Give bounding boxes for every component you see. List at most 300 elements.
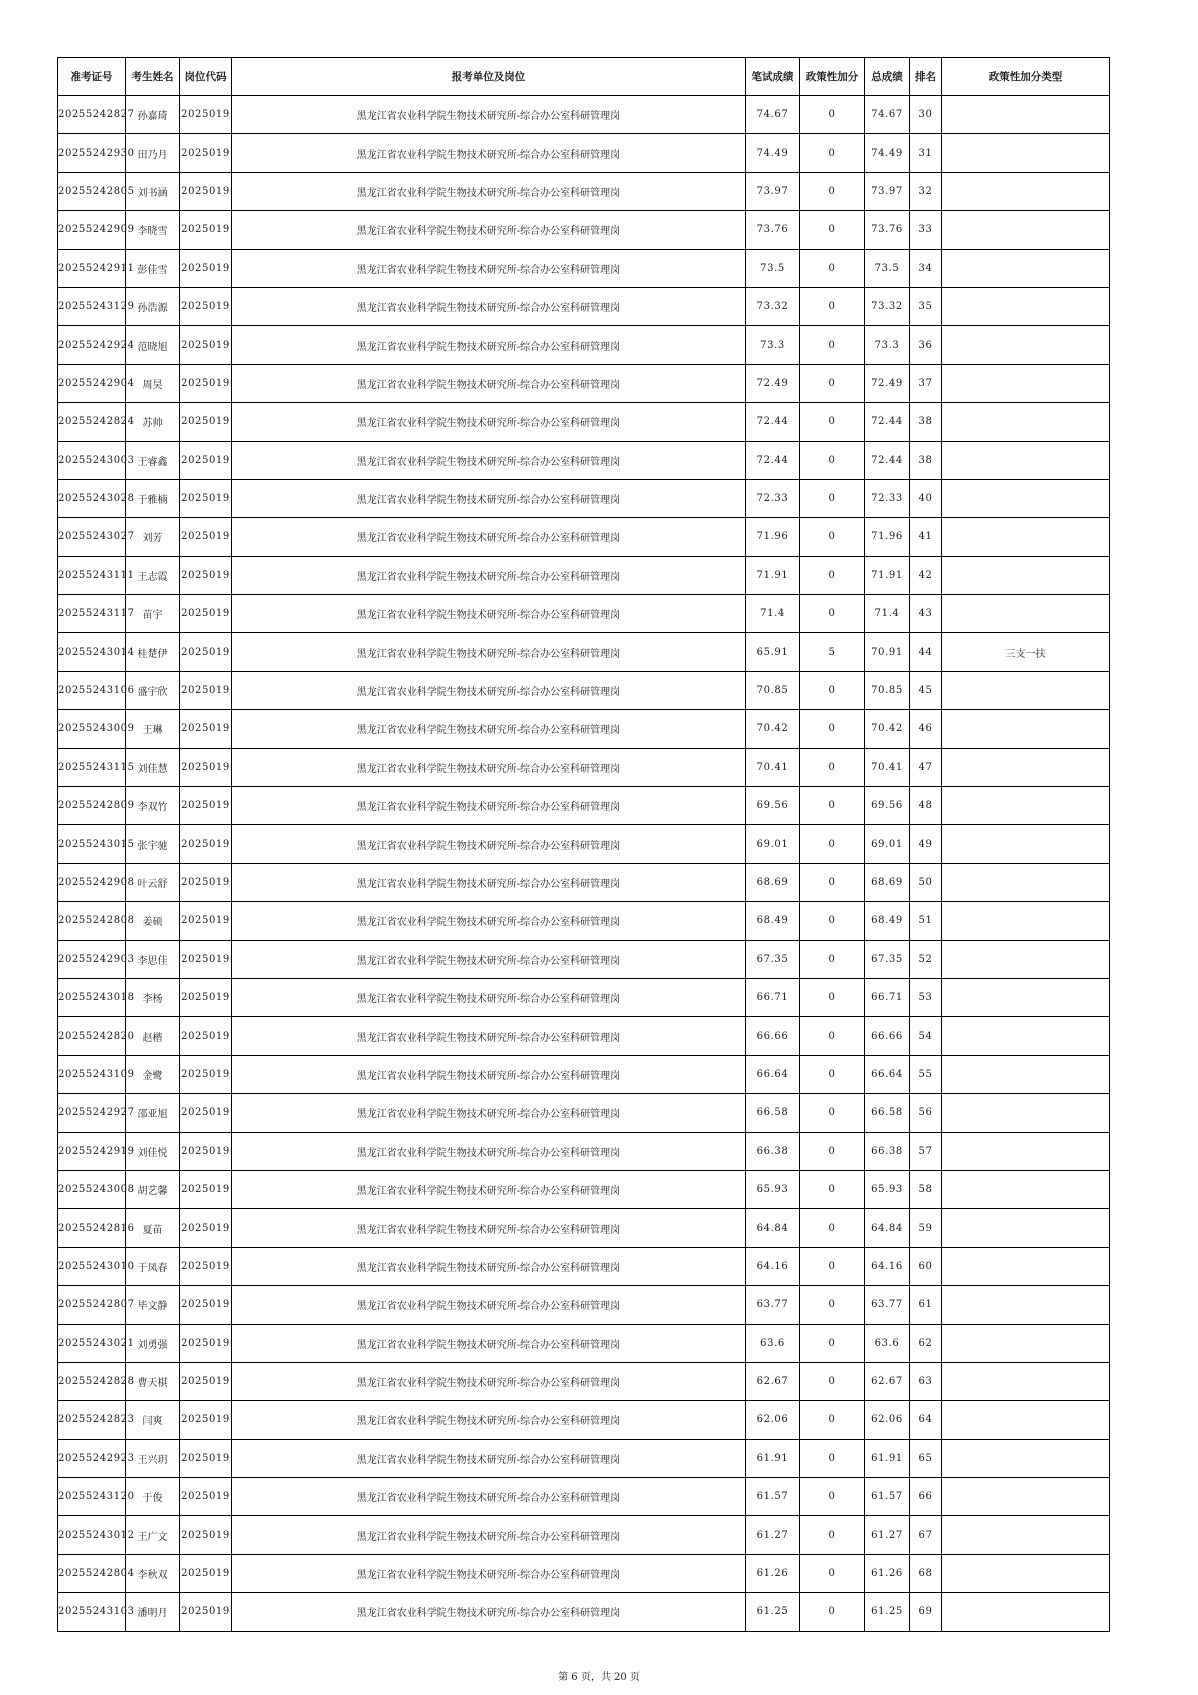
written-score-cell: 61.25 — [746, 1593, 800, 1631]
exam-id-cell: 20255242927 — [58, 1094, 126, 1132]
bonus-cell: 0 — [800, 1516, 865, 1554]
exam-id-cell: 20255242923 — [58, 1439, 126, 1477]
bonus-type-cell — [942, 1478, 1110, 1516]
unit-post-cell: 黑龙江省农业科学院生物技术研究所-综合办公室科研管理岗 — [232, 479, 746, 517]
header-name: 考生姓名 — [126, 58, 180, 96]
rank-cell: 59 — [910, 1209, 942, 1247]
written-score-cell: 63.6 — [746, 1324, 800, 1362]
table-row — [58, 556, 1110, 594]
name-cell: 于凤春 — [126, 1247, 180, 1285]
bonus-cell: 0 — [800, 748, 865, 786]
post-code-cell: 2025019 — [180, 96, 232, 134]
total-score-cell: 64.84 — [865, 1209, 910, 1247]
rank-cell: 63 — [910, 1362, 942, 1400]
total-score-cell: 69.01 — [865, 825, 910, 863]
rank-cell: 38 — [910, 441, 942, 479]
bonus-cell: 0 — [800, 441, 865, 479]
bonus-cell: 0 — [800, 787, 865, 825]
table-row — [58, 710, 1110, 748]
bonus-cell: 0 — [800, 1209, 865, 1247]
table-row — [58, 1401, 1110, 1439]
total-score-cell: 73.32 — [865, 287, 910, 325]
exam-id-cell: 20255243012 — [58, 1516, 126, 1554]
bonus-type-cell — [942, 326, 1110, 364]
exam-id-cell: 20255243106 — [58, 671, 126, 709]
bonus-cell: 0 — [800, 1055, 865, 1093]
post-code-cell: 2025019 — [180, 441, 232, 479]
exam-id-cell: 20255243018 — [58, 978, 126, 1016]
table-row — [58, 326, 1110, 364]
unit-post-cell: 黑龙江省农业科学院生物技术研究所-综合办公室科研管理岗 — [232, 1516, 746, 1554]
bonus-cell: 0 — [800, 1478, 865, 1516]
exam-id-cell: 20255243129 — [58, 287, 126, 325]
bonus-type-cell: 三支一扶 — [942, 633, 1110, 671]
unit-post-cell: 黑龙江省农业科学院生物技术研究所-综合办公室科研管理岗 — [232, 1170, 746, 1208]
unit-post-cell: 黑龙江省农业科学院生物技术研究所-综合办公室科研管理岗 — [232, 1132, 746, 1170]
exam-id-cell: 20255242828 — [58, 1362, 126, 1400]
exam-id-cell: 20255242924 — [58, 326, 126, 364]
bonus-type-cell — [942, 287, 1110, 325]
written-score-cell: 73.76 — [746, 211, 800, 249]
bonus-cell: 5 — [800, 633, 865, 671]
exam-id-cell: 20255243015 — [58, 825, 126, 863]
bonus-type-cell — [942, 403, 1110, 441]
written-score-cell: 61.57 — [746, 1478, 800, 1516]
written-score-cell: 71.4 — [746, 595, 800, 633]
name-cell: 王睿鑫 — [126, 441, 180, 479]
exam-id-cell: 20255243103 — [58, 1593, 126, 1631]
post-code-cell: 2025019 — [180, 595, 232, 633]
total-score-cell: 61.26 — [865, 1554, 910, 1592]
unit-post-cell: 黑龙江省农业科学院生物技术研究所-综合办公室科研管理岗 — [232, 863, 746, 901]
unit-post-cell: 黑龙江省农业科学院生物技术研究所-综合办公室科研管理岗 — [232, 787, 746, 825]
name-cell: 李晓雪 — [126, 211, 180, 249]
table-row — [58, 1554, 1110, 1592]
written-score-cell: 66.66 — [746, 1017, 800, 1055]
post-code-cell: 2025019 — [180, 249, 232, 287]
table-row — [58, 671, 1110, 709]
unit-post-cell: 黑龙江省农业科学院生物技术研究所-综合办公室科研管理岗 — [232, 902, 746, 940]
total-score-cell: 61.27 — [865, 1516, 910, 1554]
bonus-type-cell — [942, 1324, 1110, 1362]
total-score-cell: 70.85 — [865, 671, 910, 709]
exam-id-cell: 20255243120 — [58, 1478, 126, 1516]
written-score-cell: 70.41 — [746, 748, 800, 786]
name-cell: 刘勇强 — [126, 1324, 180, 1362]
total-score-cell: 65.93 — [865, 1170, 910, 1208]
total-score-cell: 63.77 — [865, 1286, 910, 1324]
written-score-cell: 73.97 — [746, 172, 800, 210]
exam-id-cell: 20255242824 — [58, 403, 126, 441]
name-cell: 毕文静 — [126, 1286, 180, 1324]
table-row — [58, 403, 1110, 441]
bonus-cell: 0 — [800, 940, 865, 978]
total-score-cell: 61.25 — [865, 1593, 910, 1631]
post-code-cell: 2025019 — [180, 633, 232, 671]
bonus-type-cell — [942, 710, 1110, 748]
table-row — [58, 940, 1110, 978]
exam-id-cell: 20255243109 — [58, 1055, 126, 1093]
bonus-cell: 0 — [800, 1401, 865, 1439]
unit-post-cell: 黑龙江省农业科学院生物技术研究所-综合办公室科研管理岗 — [232, 1209, 746, 1247]
total-score-cell: 70.42 — [865, 710, 910, 748]
rank-cell: 69 — [910, 1593, 942, 1631]
written-score-cell: 62.67 — [746, 1362, 800, 1400]
bonus-cell: 0 — [800, 249, 865, 287]
exam-id-cell: 20255242807 — [58, 1286, 126, 1324]
rank-cell: 61 — [910, 1286, 942, 1324]
exam-id-cell: 20255243003 — [58, 441, 126, 479]
header-bonus-type: 政策性加分类型 — [942, 58, 1110, 96]
bonus-type-cell — [942, 1516, 1110, 1554]
unit-post-cell: 黑龙江省农业科学院生物技术研究所-综合办公室科研管理岗 — [232, 748, 746, 786]
bonus-type-cell — [942, 787, 1110, 825]
name-cell: 叶云舒 — [126, 863, 180, 901]
name-cell: 彭佳雪 — [126, 249, 180, 287]
written-score-cell: 73.32 — [746, 287, 800, 325]
name-cell: 姜硕 — [126, 902, 180, 940]
written-score-cell: 71.91 — [746, 556, 800, 594]
bonus-type-cell — [942, 556, 1110, 594]
rank-cell: 36 — [910, 326, 942, 364]
name-cell: 刘芳 — [126, 518, 180, 556]
rank-cell: 53 — [910, 978, 942, 1016]
rank-cell: 51 — [910, 902, 942, 940]
unit-post-cell: 黑龙江省农业科学院生物技术研究所-综合办公室科研管理岗 — [232, 825, 746, 863]
written-score-cell: 73.3 — [746, 326, 800, 364]
table-row — [58, 1516, 1110, 1554]
rank-cell: 30 — [910, 96, 942, 134]
exam-id-cell: 20255242904 — [58, 364, 126, 402]
bonus-type-cell — [942, 978, 1110, 1016]
written-score-cell: 66.38 — [746, 1132, 800, 1170]
post-code-cell: 2025019 — [180, 134, 232, 172]
written-score-cell: 67.35 — [746, 940, 800, 978]
written-score-cell: 72.44 — [746, 403, 800, 441]
total-score-cell: 66.64 — [865, 1055, 910, 1093]
exam-id-cell: 20255243014 — [58, 633, 126, 671]
bonus-type-cell — [942, 134, 1110, 172]
exam-id-cell: 20255243008 — [58, 1170, 126, 1208]
rank-cell: 55 — [910, 1055, 942, 1093]
name-cell: 王琳 — [126, 710, 180, 748]
post-code-cell: 2025019 — [180, 710, 232, 748]
table-row — [58, 172, 1110, 210]
bonus-cell: 0 — [800, 479, 865, 517]
bonus-cell: 0 — [800, 710, 865, 748]
bonus-cell: 0 — [800, 978, 865, 1016]
bonus-type-cell — [942, 1170, 1110, 1208]
total-score-cell: 66.38 — [865, 1132, 910, 1170]
written-score-cell: 71.96 — [746, 518, 800, 556]
rank-cell: 60 — [910, 1247, 942, 1285]
table-row — [58, 1286, 1110, 1324]
post-code-cell: 2025019 — [180, 671, 232, 709]
unit-post-cell: 黑龙江省农业科学院生物技术研究所-综合办公室科研管理岗 — [232, 1247, 746, 1285]
bonus-type-cell — [942, 863, 1110, 901]
bonus-cell: 0 — [800, 1286, 865, 1324]
bonus-type-cell — [942, 479, 1110, 517]
written-score-cell: 73.5 — [746, 249, 800, 287]
bonus-type-cell — [942, 902, 1110, 940]
name-cell: 于俊 — [126, 1478, 180, 1516]
name-cell: 孙嘉琦 — [126, 96, 180, 134]
total-score-cell: 69.56 — [865, 787, 910, 825]
unit-post-cell: 黑龙江省农业科学院生物技术研究所-综合办公室科研管理岗 — [232, 249, 746, 287]
table-row — [58, 96, 1110, 134]
rank-cell: 56 — [910, 1094, 942, 1132]
bonus-cell: 0 — [800, 96, 865, 134]
bonus-type-cell — [942, 249, 1110, 287]
bonus-cell: 0 — [800, 364, 865, 402]
table-body — [58, 96, 1110, 1632]
bonus-type-cell — [942, 96, 1110, 134]
name-cell: 苏帅 — [126, 403, 180, 441]
unit-post-cell: 黑龙江省农业科学院生物技术研究所-综合办公室科研管理岗 — [232, 1324, 746, 1362]
post-code-cell: 2025019 — [180, 902, 232, 940]
unit-post-cell: 黑龙江省农业科学院生物技术研究所-综合办公室科研管理岗 — [232, 1094, 746, 1132]
name-cell: 李思佳 — [126, 940, 180, 978]
post-code-cell: 2025019 — [180, 556, 232, 594]
written-score-cell: 74.49 — [746, 134, 800, 172]
bonus-type-cell — [942, 595, 1110, 633]
table-row — [58, 1593, 1110, 1631]
bonus-cell: 0 — [800, 1439, 865, 1477]
exam-id-cell: 20255242805 — [58, 172, 126, 210]
post-code-cell: 2025019 — [180, 1055, 232, 1093]
bonus-type-cell — [942, 1593, 1110, 1631]
total-score-cell: 72.44 — [865, 441, 910, 479]
name-cell: 周昊 — [126, 364, 180, 402]
name-cell: 金鹭 — [126, 1055, 180, 1093]
name-cell: 苗宇 — [126, 595, 180, 633]
unit-post-cell: 黑龙江省农业科学院生物技术研究所-综合办公室科研管理岗 — [232, 1286, 746, 1324]
total-score-cell: 71.96 — [865, 518, 910, 556]
table-row — [58, 134, 1110, 172]
bonus-type-cell — [942, 1247, 1110, 1285]
table-row — [58, 787, 1110, 825]
exam-id-cell: 20255243010 — [58, 1247, 126, 1285]
total-score-cell: 72.49 — [865, 364, 910, 402]
post-code-cell: 2025019 — [180, 211, 232, 249]
total-score-cell: 68.49 — [865, 902, 910, 940]
rank-cell: 34 — [910, 249, 942, 287]
written-score-cell: 61.26 — [746, 1554, 800, 1592]
table-row — [58, 1324, 1110, 1362]
total-score-cell: 66.71 — [865, 978, 910, 1016]
bonus-cell: 0 — [800, 1094, 865, 1132]
post-code-cell: 2025019 — [180, 172, 232, 210]
header-exam-id: 准考证号 — [58, 58, 126, 96]
header-bonus: 政策性加分 — [800, 58, 865, 96]
name-cell: 张宇驰 — [126, 825, 180, 863]
bonus-cell: 0 — [800, 1324, 865, 1362]
post-code-cell: 2025019 — [180, 1170, 232, 1208]
bonus-cell: 0 — [800, 1132, 865, 1170]
unit-post-cell: 黑龙江省农业科学院生物技术研究所-综合办公室科研管理岗 — [232, 287, 746, 325]
bonus-type-cell — [942, 748, 1110, 786]
post-code-cell: 2025019 — [180, 479, 232, 517]
rank-cell: 47 — [910, 748, 942, 786]
bonus-cell: 0 — [800, 1593, 865, 1631]
written-score-cell: 64.16 — [746, 1247, 800, 1285]
table-row — [58, 595, 1110, 633]
rank-cell: 58 — [910, 1170, 942, 1208]
unit-post-cell: 黑龙江省农业科学院生物技术研究所-综合办公室科研管理岗 — [232, 1362, 746, 1400]
written-score-cell: 66.58 — [746, 1094, 800, 1132]
exam-id-cell: 20255242911 — [58, 249, 126, 287]
bonus-cell: 0 — [800, 902, 865, 940]
post-code-cell: 2025019 — [180, 364, 232, 402]
written-score-cell: 68.69 — [746, 863, 800, 901]
post-code-cell: 2025019 — [180, 518, 232, 556]
rank-cell: 66 — [910, 1478, 942, 1516]
post-code-cell: 2025019 — [180, 1247, 232, 1285]
rank-cell: 40 — [910, 479, 942, 517]
written-score-cell: 70.42 — [746, 710, 800, 748]
written-score-cell: 70.85 — [746, 671, 800, 709]
table-row — [58, 249, 1110, 287]
total-score-cell: 70.91 — [865, 633, 910, 671]
bonus-type-cell — [942, 1401, 1110, 1439]
total-score-cell: 67.35 — [865, 940, 910, 978]
rank-cell: 31 — [910, 134, 942, 172]
page-number: 第 6 页，共 20 页 — [558, 1672, 640, 1683]
name-cell: 桂楚伊 — [126, 633, 180, 671]
table-row — [58, 479, 1110, 517]
bonus-cell: 0 — [800, 863, 865, 901]
post-code-cell: 2025019 — [180, 1516, 232, 1554]
bonus-cell: 0 — [800, 825, 865, 863]
bonus-type-cell — [942, 1017, 1110, 1055]
unit-post-cell: 黑龙江省农业科学院生物技术研究所-综合办公室科研管理岗 — [232, 633, 746, 671]
rank-cell: 64 — [910, 1401, 942, 1439]
table-row — [58, 978, 1110, 1016]
exam-id-cell: 20255242930 — [58, 134, 126, 172]
total-score-cell: 73.5 — [865, 249, 910, 287]
rank-cell: 57 — [910, 1132, 942, 1170]
total-score-cell: 72.33 — [865, 479, 910, 517]
bonus-type-cell — [942, 671, 1110, 709]
bonus-type-cell — [942, 1362, 1110, 1400]
unit-post-cell: 黑龙江省农业科学院生物技术研究所-综合办公室科研管理岗 — [232, 671, 746, 709]
rank-cell: 46 — [910, 710, 942, 748]
name-cell: 李杨 — [126, 978, 180, 1016]
exam-id-cell: 20255242919 — [58, 1132, 126, 1170]
name-cell: 夏苗 — [126, 1209, 180, 1247]
post-code-cell: 2025019 — [180, 1132, 232, 1170]
rank-cell: 44 — [910, 633, 942, 671]
written-score-cell: 68.49 — [746, 902, 800, 940]
name-cell: 盛宇欣 — [126, 671, 180, 709]
rank-cell: 45 — [910, 671, 942, 709]
post-code-cell: 2025019 — [180, 863, 232, 901]
name-cell: 邵亚旭 — [126, 1094, 180, 1132]
unit-post-cell: 黑龙江省农业科学院生物技术研究所-综合办公室科研管理岗 — [232, 1017, 746, 1055]
unit-post-cell: 黑龙江省农业科学院生物技术研究所-综合办公室科研管理岗 — [232, 518, 746, 556]
unit-post-cell: 黑龙江省农业科学院生物技术研究所-综合办公室科研管理岗 — [232, 1055, 746, 1093]
name-cell: 王广文 — [126, 1516, 180, 1554]
written-score-cell: 64.84 — [746, 1209, 800, 1247]
rank-cell: 37 — [910, 364, 942, 402]
table-row — [58, 825, 1110, 863]
rank-cell: 33 — [910, 211, 942, 249]
unit-post-cell: 黑龙江省农业科学院生物技术研究所-综合办公室科研管理岗 — [232, 1478, 746, 1516]
total-score-cell: 73.3 — [865, 326, 910, 364]
table-row — [58, 1209, 1110, 1247]
written-score-cell: 74.67 — [746, 96, 800, 134]
post-code-cell: 2025019 — [180, 978, 232, 1016]
table-row — [58, 518, 1110, 556]
written-score-cell: 65.91 — [746, 633, 800, 671]
table-row — [58, 1055, 1110, 1093]
rank-cell: 52 — [910, 940, 942, 978]
table-header — [58, 58, 1110, 96]
bonus-cell: 0 — [800, 556, 865, 594]
post-code-cell: 2025019 — [180, 1094, 232, 1132]
rank-cell: 68 — [910, 1554, 942, 1592]
bonus-cell: 0 — [800, 1362, 865, 1400]
unit-post-cell: 黑龙江省农业科学院生物技术研究所-综合办公室科研管理岗 — [232, 1593, 746, 1631]
written-score-cell: 62.06 — [746, 1401, 800, 1439]
written-score-cell: 69.56 — [746, 787, 800, 825]
bonus-cell: 0 — [800, 172, 865, 210]
exam-id-cell: 20255243117 — [58, 595, 126, 633]
table-row — [58, 1439, 1110, 1477]
post-code-cell: 2025019 — [180, 1209, 232, 1247]
bonus-type-cell — [942, 825, 1110, 863]
post-code-cell: 2025019 — [180, 1401, 232, 1439]
table-row — [58, 863, 1110, 901]
exam-id-cell: 20255242808 — [58, 902, 126, 940]
bonus-type-cell — [942, 1209, 1110, 1247]
exam-id-cell: 20255243021 — [58, 1324, 126, 1362]
bonus-cell: 0 — [800, 403, 865, 441]
post-code-cell: 2025019 — [180, 825, 232, 863]
rank-cell: 43 — [910, 595, 942, 633]
written-score-cell: 72.49 — [746, 364, 800, 402]
written-score-cell: 61.27 — [746, 1516, 800, 1554]
bonus-cell: 0 — [800, 1554, 865, 1592]
exam-id-cell: 20255243009 — [58, 710, 126, 748]
header-unit-post: 报考单位及岗位 — [232, 58, 746, 96]
unit-post-cell: 黑龙江省农业科学院生物技术研究所-综合办公室科研管理岗 — [232, 556, 746, 594]
post-code-cell: 2025019 — [180, 940, 232, 978]
name-cell: 刘佳慧 — [126, 748, 180, 786]
name-cell: 曹天棋 — [126, 1362, 180, 1400]
exam-id-cell: 20255242804 — [58, 1554, 126, 1592]
unit-post-cell: 黑龙江省农业科学院生物技术研究所-综合办公室科研管理岗 — [232, 1439, 746, 1477]
table-row — [58, 1362, 1110, 1400]
total-score-cell: 74.49 — [865, 134, 910, 172]
post-code-cell: 2025019 — [180, 1593, 232, 1631]
bonus-type-cell — [942, 441, 1110, 479]
bonus-type-cell — [942, 1554, 1110, 1592]
total-score-cell: 62.06 — [865, 1401, 910, 1439]
rank-cell: 50 — [910, 863, 942, 901]
bonus-cell: 0 — [800, 287, 865, 325]
exam-id-cell: 20255242809 — [58, 787, 126, 825]
table-row — [58, 1170, 1110, 1208]
bonus-type-cell — [942, 940, 1110, 978]
rank-cell: 41 — [910, 518, 942, 556]
bonus-type-cell — [942, 518, 1110, 556]
total-score-cell: 62.67 — [865, 1362, 910, 1400]
name-cell: 赵楷 — [126, 1017, 180, 1055]
table-row — [58, 1478, 1110, 1516]
unit-post-cell: 黑龙江省农业科学院生物技术研究所-综合办公室科研管理岗 — [232, 364, 746, 402]
bonus-type-cell — [942, 1132, 1110, 1170]
